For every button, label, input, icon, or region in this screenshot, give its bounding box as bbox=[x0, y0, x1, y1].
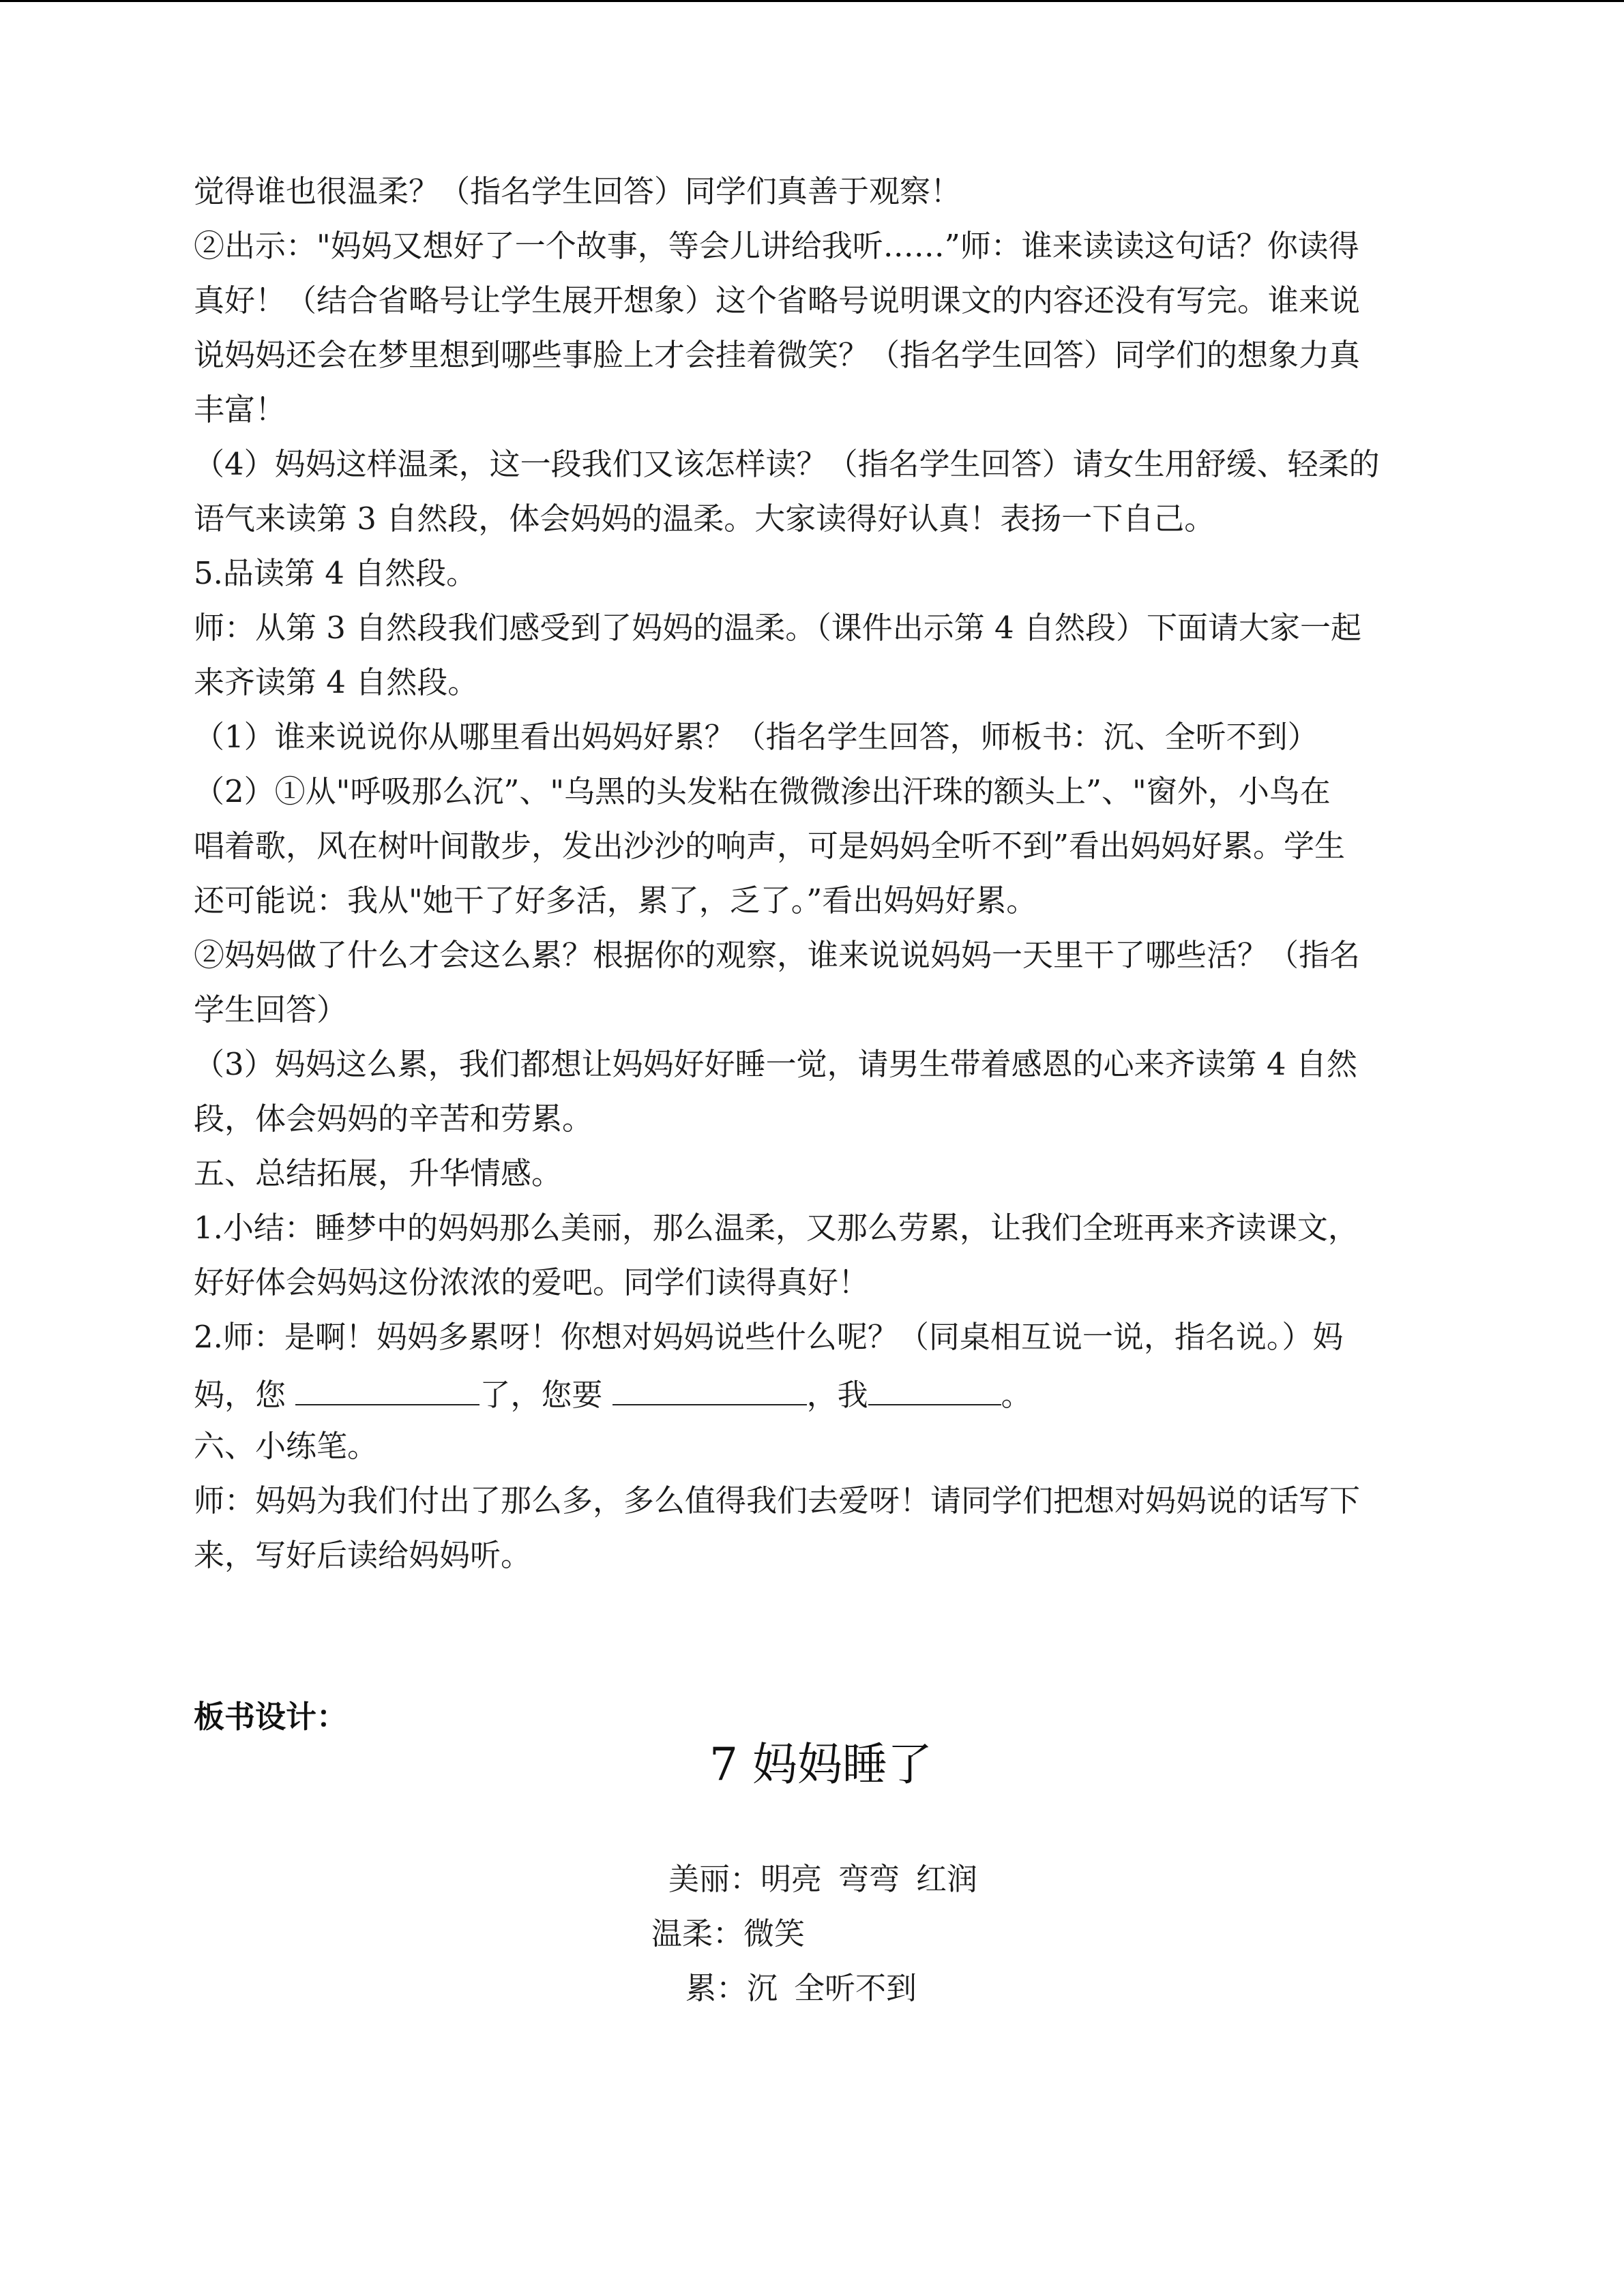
text-line: （4）妈妈这样温柔，这一段我们又该怎样读？（指名学生回答）请女生用舒缓、轻柔的 bbox=[194, 446, 1380, 482]
board-word: 微笑 bbox=[743, 1915, 806, 1952]
text-line: （3）妈妈这么累，我们都想让妈妈好好睡一觉，请男生带着感恩的心来齐读第 4 自然 bbox=[194, 1046, 1357, 1082]
fill-in-line bbox=[194, 1365, 1476, 1419]
text-line: 丰富！ bbox=[194, 391, 286, 428]
board-row-tired bbox=[685, 1961, 917, 2016]
text-line: 学生回答） bbox=[194, 992, 348, 1028]
text-line: 唱着歌，风在树叶间散步，发出沙沙的响声，可是妈妈全听不到”看出妈妈好累。学生 bbox=[194, 828, 1346, 864]
board-key: 温柔： bbox=[651, 1915, 744, 1952]
text-line: ②妈妈做了什么才会这么累？根据你的观察，谁来说说妈妈一天里干了哪些活？（指名 bbox=[194, 937, 1361, 973]
board-word: 红润 bbox=[916, 1861, 978, 1897]
text-line: （1）谁来说说你从哪里看出妈妈好累？（指名学生回答，师板书：沉、全听不到） bbox=[194, 719, 1318, 755]
fill-text-3: ，我 bbox=[806, 1377, 868, 1413]
board-key: 累： bbox=[685, 1970, 748, 2006]
board-word: 沉 bbox=[747, 1970, 778, 2006]
text-line: （2）①从"呼吸那么沉”、"乌黑的头发粘在微微渗出汗珠的额头上”、"窗外，小鸟在 bbox=[194, 773, 1331, 809]
board-word: 全听不到 bbox=[794, 1970, 917, 2006]
text-line: 来，写好后读给妈妈听。 bbox=[194, 1537, 532, 1573]
section-heading: 五、总结拓展，升华情感。 bbox=[194, 1155, 563, 1191]
text-line: 真好！（结合省略号让学生展开想象）这个省略号说明课文的内容还没有写完。谁来说 bbox=[194, 282, 1361, 318]
text-line: 觉得谁也很温柔？（指名学生回答）同学们真善于观察！ bbox=[194, 173, 962, 209]
fill-text-1: 妈，您 bbox=[194, 1377, 296, 1413]
text-line: 语气来读第 3 自然段，体会妈妈的温柔。大家读得好认真！表扬一下自己。 bbox=[194, 501, 1215, 537]
text-line: 2.师：是啊！妈妈多累呀！你想对妈妈说些什么呢？（同桌相互说一说，指名说。）妈 bbox=[194, 1319, 1344, 1355]
board-row-gentle bbox=[651, 1907, 805, 1961]
text-line: 5.品读第 4 自然段。 bbox=[194, 555, 477, 591]
fill-text-2: 了，您要 bbox=[479, 1377, 612, 1413]
fill-blank-2 bbox=[612, 1365, 807, 1405]
board-word: 弯弯 bbox=[838, 1861, 900, 1897]
text-line: 来齐读第 4 自然段。 bbox=[194, 664, 479, 700]
text-line: 1.小结：睡梦中的妈妈那么美丽，那么温柔，又那么劳累，让我们全班再来齐读课文， bbox=[194, 1210, 1359, 1246]
text-line: 师：从第 3 自然段我们感受到了妈妈的温柔。（课件出示第 4 自然段）下面请大家一起 bbox=[194, 610, 1361, 646]
text-line: 段，体会妈妈的辛苦和劳累。 bbox=[194, 1101, 593, 1137]
text-line: ②出示："妈妈又想好了一个故事，等会儿讲给我听……”师：谁来读读这句话？你读得 bbox=[194, 228, 1359, 264]
fill-blank-1 bbox=[295, 1365, 479, 1405]
text-line: 还可能说：我从"她干了好多活，累了，乏了。”看出妈妈好累。 bbox=[194, 882, 1037, 919]
section-heading: 六、小练笔。 bbox=[194, 1428, 379, 1464]
board-key: 美丽： bbox=[668, 1861, 761, 1897]
fill-blank-3 bbox=[868, 1365, 1001, 1405]
text-line: 好好体会妈妈这份浓浓的爱吧。同学们读得真好！ bbox=[194, 1264, 870, 1300]
fill-text-4: 。 bbox=[1001, 1377, 1032, 1413]
board-title: 7 妈妈睡了 bbox=[709, 1738, 932, 1791]
text-line: 说妈妈还会在梦里想到哪些事脸上才会挂着微笑？（指名学生回答）同学们的想象力真 bbox=[194, 337, 1361, 373]
board-row-beautiful bbox=[668, 1852, 977, 1907]
lesson-body bbox=[194, 164, 1476, 1583]
board-design-label: 板书设计： bbox=[194, 1699, 348, 1735]
text-line: 师：妈妈为我们付出了那么多，多么值得我们去爱呀！请同学们把想对妈妈说的话写下 bbox=[194, 1482, 1361, 1519]
board-word: 明亮 bbox=[761, 1861, 823, 1897]
